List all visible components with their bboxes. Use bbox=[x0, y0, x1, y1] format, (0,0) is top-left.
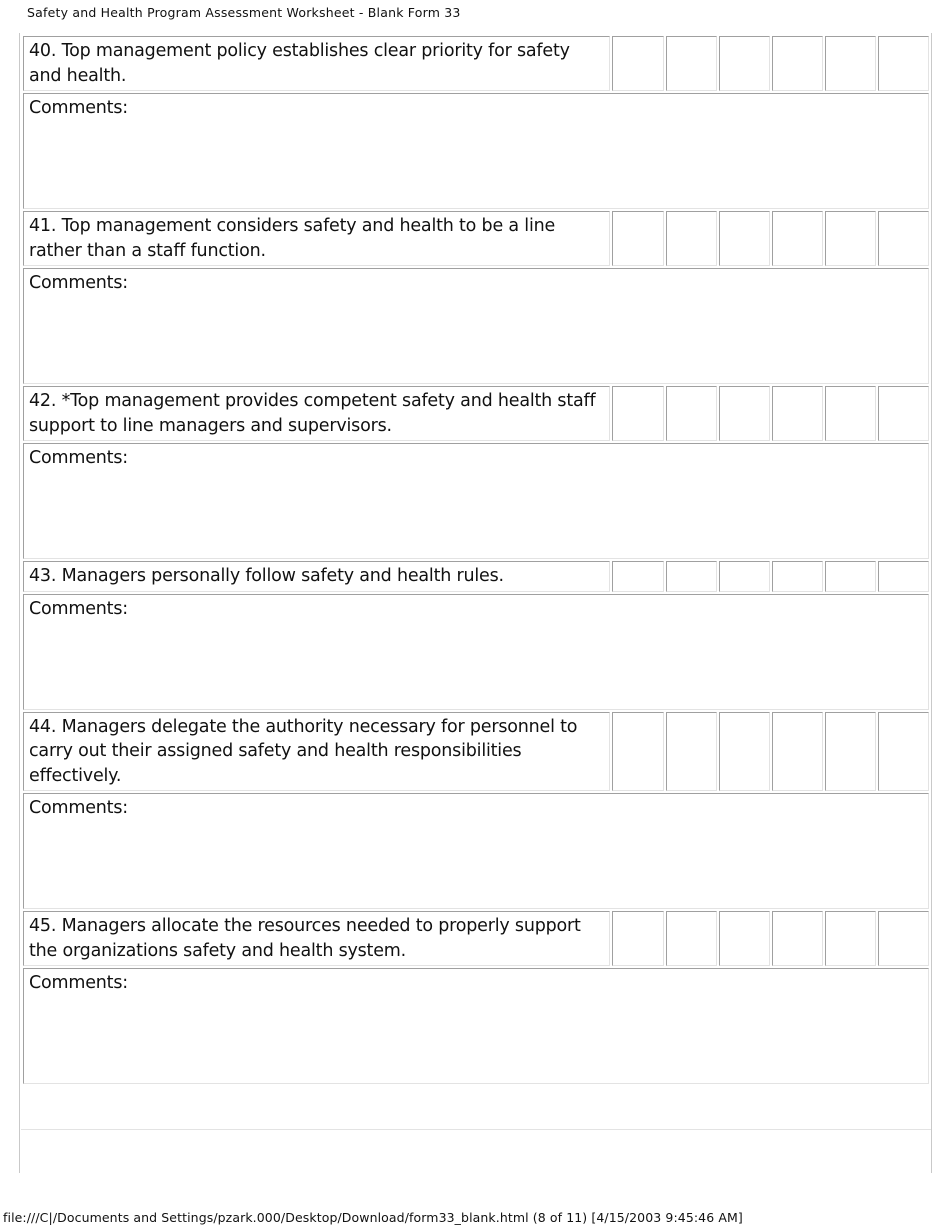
assessment-table bbox=[21, 34, 931, 1086]
rating-box[interactable] bbox=[772, 561, 823, 592]
comments-field[interactable] bbox=[23, 594, 929, 710]
rating-box[interactable] bbox=[825, 561, 876, 592]
rating-box[interactable] bbox=[825, 211, 876, 266]
comments-label: Comments: bbox=[29, 98, 128, 118]
rating-box[interactable] bbox=[719, 36, 770, 91]
comments-field[interactable] bbox=[23, 93, 929, 209]
question-row bbox=[23, 561, 929, 592]
comments-label: Comments: bbox=[29, 273, 128, 293]
rating-box[interactable] bbox=[719, 386, 770, 441]
rating-box[interactable] bbox=[719, 911, 770, 966]
comments-field[interactable] bbox=[23, 793, 929, 909]
rating-box[interactable] bbox=[772, 386, 823, 441]
comments-field[interactable] bbox=[23, 968, 929, 1084]
rating-box[interactable] bbox=[666, 561, 717, 592]
rating-box[interactable] bbox=[666, 36, 717, 91]
rating-box[interactable] bbox=[772, 36, 823, 91]
question-text: 45. Managers allocate the resources needed to properly support the organizations safety and health system. bbox=[23, 911, 610, 966]
question-row bbox=[23, 211, 929, 266]
rating-box[interactable] bbox=[719, 211, 770, 266]
rating-box[interactable] bbox=[666, 911, 717, 966]
rating-box[interactable] bbox=[612, 712, 663, 792]
rating-box[interactable] bbox=[612, 911, 663, 966]
question-text: 41. Top management considers safety and health to be a line rather than a staff function. bbox=[23, 211, 610, 266]
page-footer: file:///C|/Documents and Settings/pzark.000/Desktop/Download/form33_blank.html (8 of 11) [4/15/2003 9:45:46 AM] bbox=[3, 1210, 743, 1225]
rating-box[interactable] bbox=[772, 911, 823, 966]
question-text: 44. Managers delegate the authority necessary for personnel to carry out their assigned safety and health responsibilities effectively. bbox=[23, 712, 610, 792]
rating-box[interactable] bbox=[878, 911, 929, 966]
rating-box[interactable] bbox=[878, 211, 929, 266]
comments-field[interactable] bbox=[23, 443, 929, 559]
rating-box[interactable] bbox=[666, 712, 717, 792]
page-header: Safety and Health Program Assessment Worksheet - Blank Form 33 bbox=[27, 5, 461, 20]
question-text: 42. *Top management provides competent safety and health staff support to line managers and supervisors. bbox=[23, 386, 610, 441]
rating-box[interactable] bbox=[825, 36, 876, 91]
question-row bbox=[23, 386, 929, 441]
rating-box[interactable] bbox=[772, 712, 823, 792]
rating-box[interactable] bbox=[612, 561, 663, 592]
rating-box[interactable] bbox=[719, 712, 770, 792]
rating-box[interactable] bbox=[772, 211, 823, 266]
comments-label: Comments: bbox=[29, 798, 128, 818]
comments-row bbox=[23, 443, 929, 559]
comments-row bbox=[23, 268, 929, 384]
rating-box[interactable] bbox=[878, 712, 929, 792]
comments-row bbox=[23, 793, 929, 909]
comments-row bbox=[23, 93, 929, 209]
question-text: 43. Managers personally follow safety and health rules. bbox=[23, 561, 610, 592]
question-text: 40. Top management policy establishes clear priority for safety and health. bbox=[23, 36, 610, 91]
comments-row bbox=[23, 594, 929, 710]
comments-label: Comments: bbox=[29, 973, 128, 993]
rating-box[interactable] bbox=[612, 211, 663, 266]
question-row bbox=[23, 712, 929, 792]
comments-row bbox=[23, 968, 929, 1084]
rating-box[interactable] bbox=[825, 911, 876, 966]
comments-field[interactable] bbox=[23, 268, 929, 384]
comments-label: Comments: bbox=[29, 598, 128, 619]
question-row bbox=[23, 911, 929, 966]
table-bottom-rule bbox=[21, 1129, 931, 1130]
rating-box[interactable] bbox=[612, 386, 663, 441]
rating-box[interactable] bbox=[825, 386, 876, 441]
rating-box[interactable] bbox=[878, 36, 929, 91]
rating-box[interactable] bbox=[666, 211, 717, 266]
rating-box[interactable] bbox=[878, 386, 929, 441]
question-row bbox=[23, 36, 929, 91]
comments-label: Comments: bbox=[29, 448, 128, 468]
rating-box[interactable] bbox=[719, 561, 770, 592]
rating-box[interactable] bbox=[612, 36, 663, 91]
rating-box[interactable] bbox=[825, 712, 876, 792]
rating-box[interactable] bbox=[666, 386, 717, 441]
rating-box[interactable] bbox=[878, 561, 929, 592]
